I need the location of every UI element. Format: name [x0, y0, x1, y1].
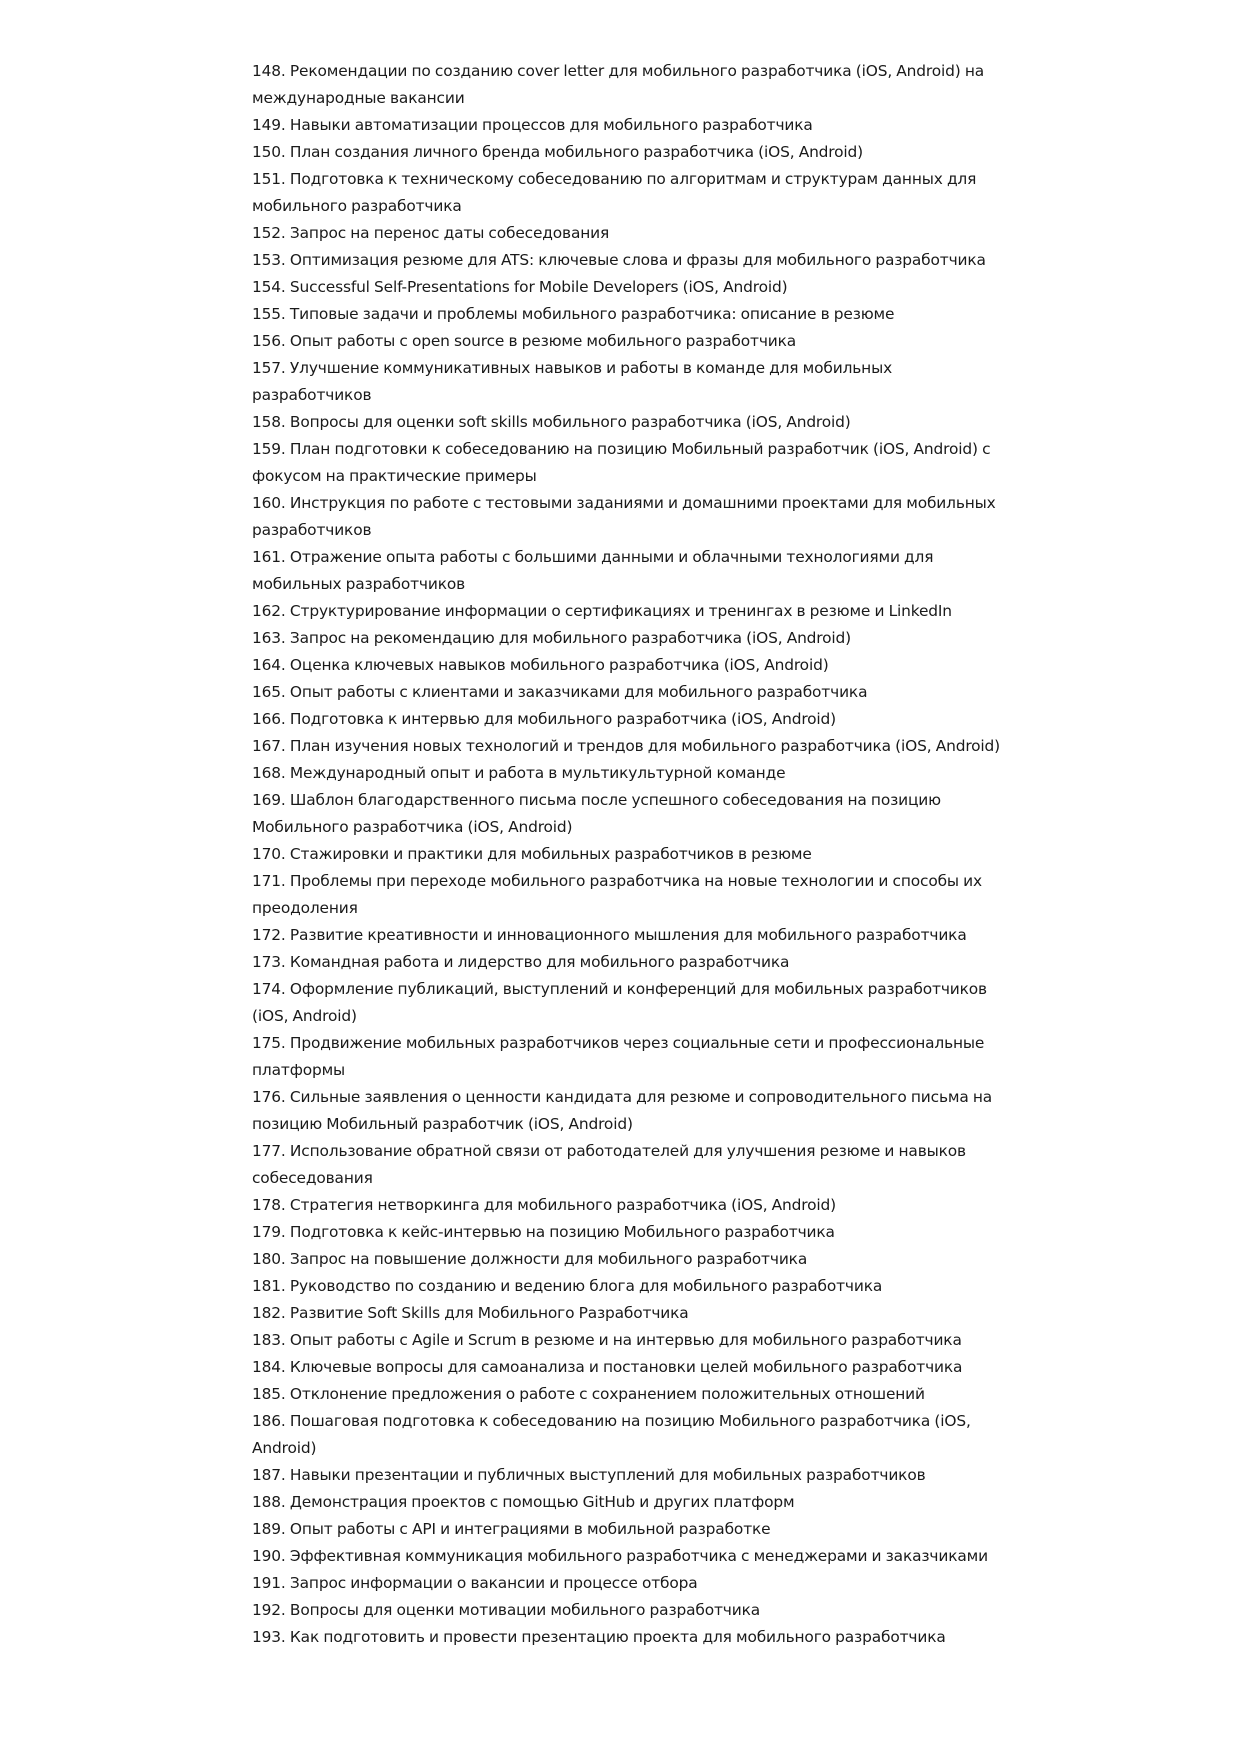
list-item: 152. Запрос на перенос даты собеседования [252, 224, 610, 242]
list-item: 171. Проблемы при переходе мобильного разработчика на новые технологии и способы их [252, 872, 982, 890]
list-item: 175. Продвижение мобильных разработчиков через социальные сети и профессиональные [252, 1034, 985, 1052]
list-item: 148. Рекомендации по созданию cover letter для мобильного разработчика (iOS, Android) на [252, 62, 985, 80]
list-item: 154. Successful Self-Presentations for Mobile Developers (iOS, Android) [252, 278, 788, 296]
list-item: 149. Навыки автоматизации процессов для мобильного разработчика [252, 116, 813, 134]
list-item: 179. Подготовка к кейс-интервью на позицию Мобильного разработчика [252, 1223, 835, 1241]
list-item: 163. Запрос на рекомендацию для мобильного разработчика (iOS, Android) [252, 629, 851, 647]
list-item-continuation: преодоления [252, 899, 358, 917]
list-item: 167. План изучения новых технологий и трендов для мобильного разработчика (iOS, Android) [252, 737, 1001, 755]
list-item: 170. Стажировки и практики для мобильных разработчиков в резюме [252, 845, 812, 863]
list-item: 180. Запрос на повышение должности для мобильного разработчика [252, 1250, 808, 1268]
list-item: 162. Структурирование информации о сертификациях и тренингах в резюме и LinkedIn [252, 602, 952, 620]
list-item-continuation: фокусом на практические примеры [252, 467, 537, 485]
list-item: 155. Типовые задачи и проблемы мобильного разработчика: описание в резюме [252, 305, 895, 323]
list-item: 174. Оформление публикаций, выступлений и конференций для мобильных разработчиков [252, 980, 987, 998]
list-item: 177. Использование обратной связи от работодателей для улучшения резюме и навыков [252, 1142, 966, 1160]
list-item-continuation: мобильного разработчика [252, 197, 462, 215]
list-item: 176. Сильные заявления о ценности кандидата для резюме и сопроводительного письма на [252, 1088, 993, 1106]
list-item: 172. Развитие креативности и инновационного мышления для мобильного разработчика [252, 926, 967, 944]
list-item: 157. Улучшение коммуникативных навыков и работы в команде для мобильных [252, 359, 893, 377]
list-item: 191. Запрос информации о вакансии и процессе отбора [252, 1574, 698, 1592]
list-item: 189. Опыт работы с API и интеграциями в мобильной разработке [252, 1520, 771, 1538]
list-item: 181. Руководство по созданию и ведению блога для мобильного разработчика [252, 1277, 883, 1295]
list-item: 178. Стратегия нетворкинга для мобильного разработчика (iOS, Android) [252, 1196, 836, 1214]
list-item: 161. Отражение опыта работы с большими данными и облачными технологиями для [252, 548, 934, 566]
list-item: 184. Ключевые вопросы для самоанализа и постановки целей мобильного разработчика [252, 1358, 963, 1376]
list-item: 188. Демонстрация проектов с помощью GitHub и других платформ [252, 1493, 795, 1511]
list-item-continuation: разработчиков [252, 521, 372, 539]
list-item: 164. Оценка ключевых навыков мобильного разработчика (iOS, Android) [252, 656, 829, 674]
list-item: 165. Опыт работы с клиентами и заказчиками для мобильного разработчика [252, 683, 868, 701]
list-item: 187. Навыки презентации и публичных выступлений для мобильных разработчиков [252, 1466, 926, 1484]
list-item-continuation: Мобильного разработчика (iOS, Android) [252, 818, 573, 836]
list-item: 192. Вопросы для оценки мотивации мобильного разработчика [252, 1601, 761, 1619]
list-item: 186. Пошаговая подготовка к собеседованию на позицию Мобильного разработчика (iOS, [252, 1412, 971, 1430]
list-item: 153. Оптимизация резюме для ATS: ключевые слова и фразы для мобильного разработчика [252, 251, 986, 269]
list-item-continuation: (iOS, Android) [252, 1007, 357, 1025]
list-item-continuation: разработчиков [252, 386, 372, 404]
list-item: 166. Подготовка к интервью для мобильного разработчика (iOS, Android) [252, 710, 837, 728]
list-item: 159. План подготовки к собеседованию на позицию Мобильный разработчик (iOS, Android) с [252, 440, 991, 458]
list-item: 190. Эффективная коммуникация мобильного разработчика с менеджерами и заказчиками [252, 1547, 988, 1565]
list-item: 182. Развитие Soft Skills для Мобильного Разработчика [252, 1304, 689, 1322]
list-item: 151. Подготовка к техническому собеседованию по алгоритмам и структурам данных для [252, 170, 977, 188]
list-item-continuation: мобильных разработчиков [252, 575, 466, 593]
list-item: 173. Командная работа и лидерство для мобильного разработчика [252, 953, 790, 971]
list-item-continuation: позицию Мобильный разработчик (iOS, Android) [252, 1115, 633, 1133]
list-item-continuation: Android) [252, 1439, 317, 1457]
list-item-continuation: собеседования [252, 1169, 373, 1187]
list-item: 193. Как подготовить и провести презентацию проекта для мобильного разработчика [252, 1628, 946, 1646]
list-item: 185. Отклонение предложения о работе с сохранением положительных отношений [252, 1385, 925, 1403]
list-item: 169. Шаблон благодарственного письма после успешного собеседования на позицию [252, 791, 941, 809]
list-item: 168. Международный опыт и работа в мультикультурной команде [252, 764, 786, 782]
list-item: 158. Вопросы для оценки soft skills мобильного разработчика (iOS, Android) [252, 413, 851, 431]
list-item-continuation: платформы [252, 1061, 346, 1079]
list-item: 183. Опыт работы с Agile и Scrum в резюме и на интервью для мобильного разработчика [252, 1331, 962, 1349]
list-item-continuation: международные вакансии [252, 89, 465, 107]
list-item: 150. План создания личного бренда мобильного разработчика (iOS, Android) [252, 143, 864, 161]
document-list [252, 58, 1002, 1651]
list-item: 160. Инструкция по работе с тестовыми заданиями и домашними проектами для мобильных [252, 494, 996, 512]
list-item: 156. Опыт работы с open source в резюме мобильного разработчика [252, 332, 797, 350]
